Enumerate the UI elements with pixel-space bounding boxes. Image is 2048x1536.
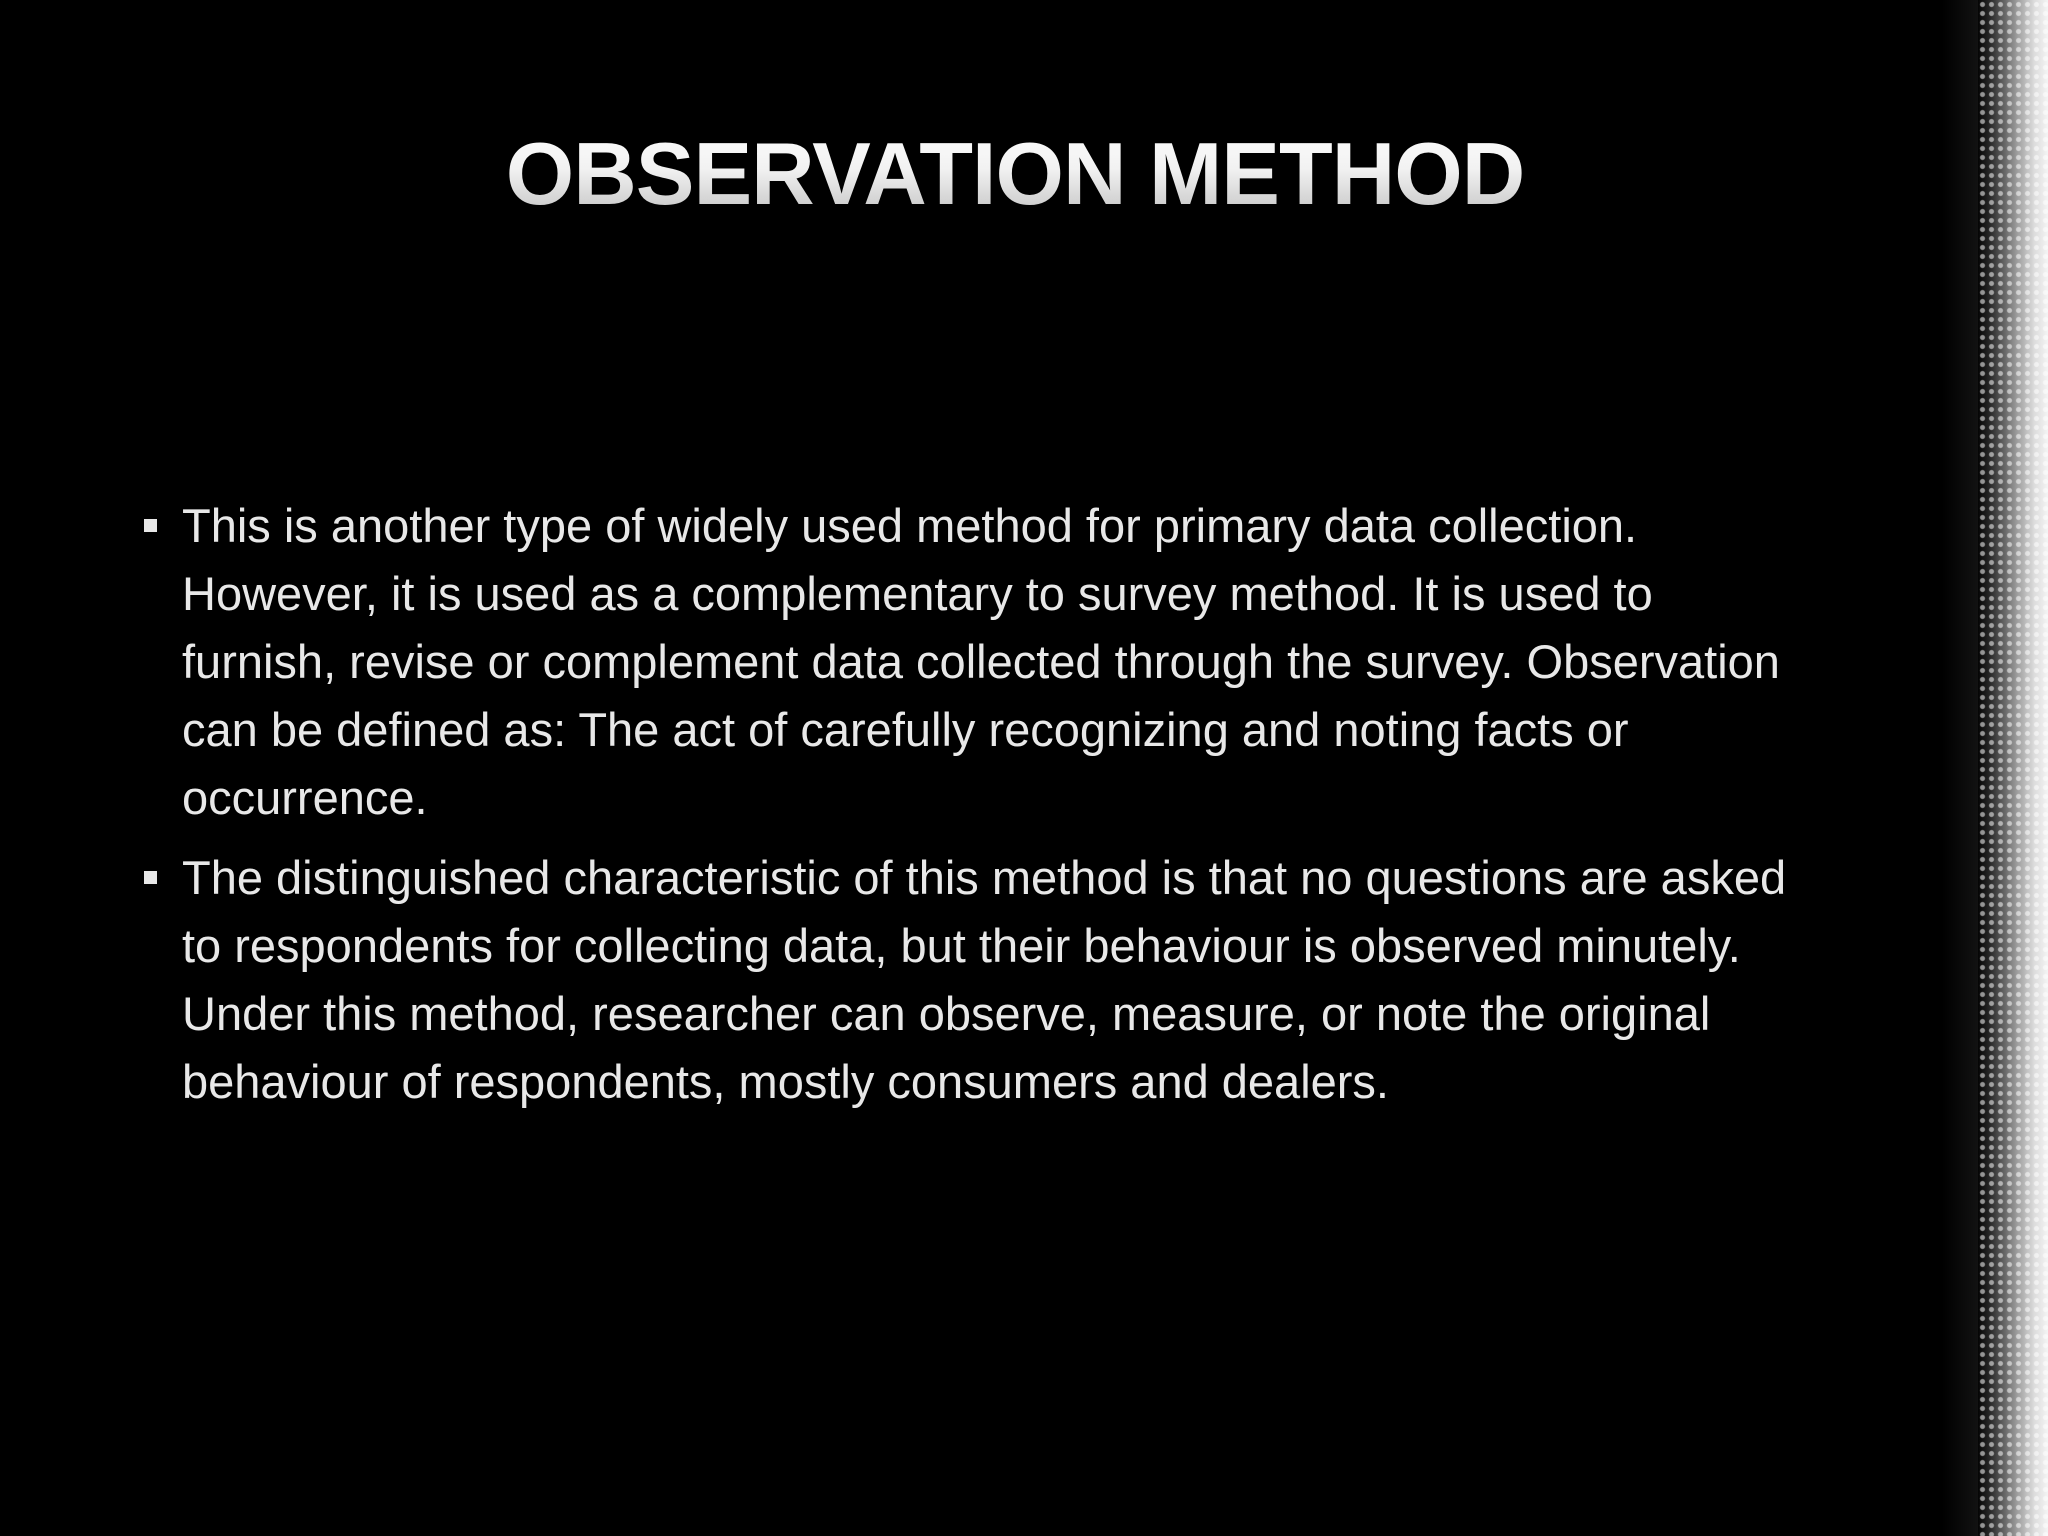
square-bullet-icon — [144, 519, 157, 532]
bullet-text: This is another type of widely used method for primary data collection. However, it is used as a complementary to survey method. It is used to furnish, revise or complement data collected through the survey. Observation can be defined as: The act of carefully recognizing and noting facts or occurrence. — [182, 499, 1780, 824]
side-edge-shadow — [1942, 0, 1978, 1536]
bullet-item — [144, 492, 1804, 832]
bullet-text: The distinguished characteristic of this method is that no questions are asked to respondents for collecting data, but their behaviour is observed minutely. Under this method, researcher can observe, measure, or note the original behaviour of respondents, mostly consumers and dealers. — [182, 851, 1787, 1108]
bullet-item — [144, 844, 1804, 1116]
side-decorative-texture — [1978, 0, 2048, 1536]
slide-title: OBSERVATION METHOD — [0, 118, 2030, 230]
square-bullet-icon — [144, 871, 157, 884]
bullet-list — [144, 492, 1804, 1128]
